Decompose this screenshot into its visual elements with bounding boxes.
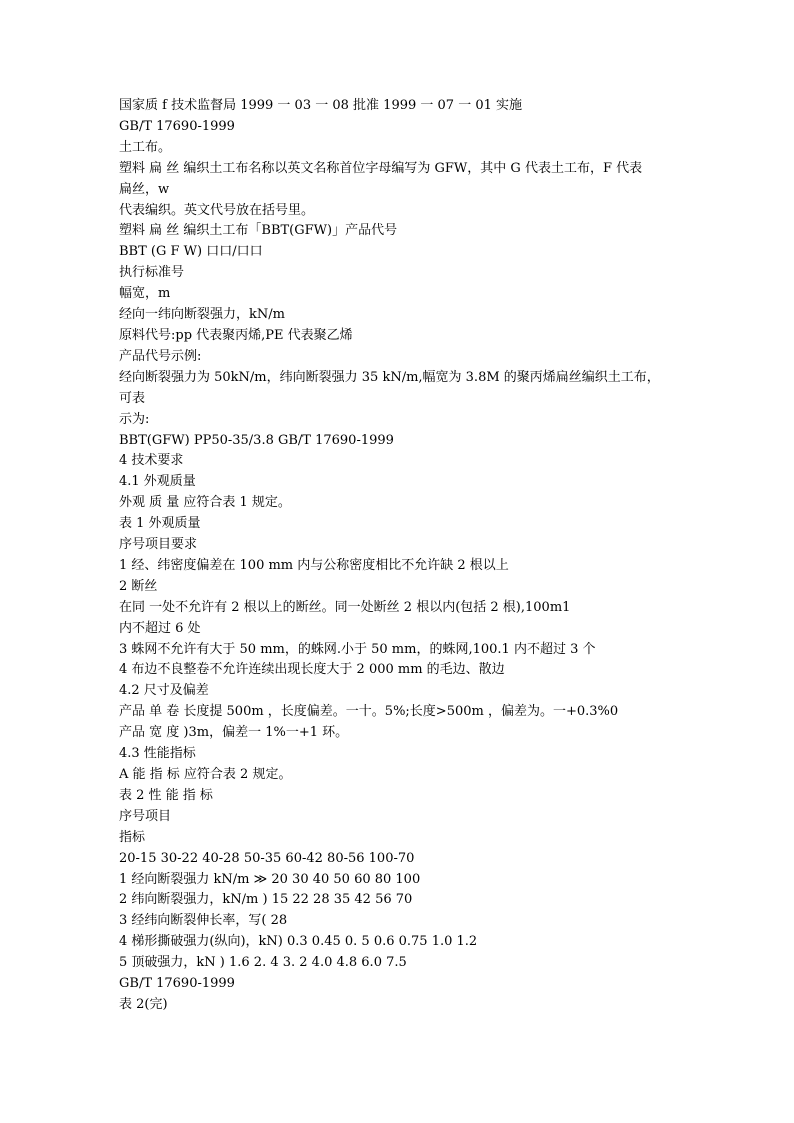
table-row: 4 梯形撕破强力(纵向)，kN) 0.3 0.45 0. 5 0.6 0.75 1.0 1.2 xyxy=(119,934,478,950)
text-line: 可表 xyxy=(119,390,146,406)
subsection-heading: 4.3 性能指标 xyxy=(119,746,196,762)
table-row: 2 断丝 xyxy=(119,578,158,594)
text-line: 代表编织。英文代号放在括号里。 xyxy=(119,202,315,218)
text-line: 幅宽，m xyxy=(119,286,171,302)
text-line: 经向断裂强力为 50kN/m，纬向断裂强力 35 kN/m,幅宽为 3.8M 的聚丙烯扁丝编织土工布， xyxy=(119,369,660,385)
text-line: 原料代号:pp 代表聚丙烯,PE 代表聚乙烯 xyxy=(119,327,353,343)
table-row: 2 纬向断裂强力，kN/m ) 15 22 28 35 42 56 70 xyxy=(119,892,413,908)
text-line: 示为: xyxy=(119,411,150,427)
standard-number: GB/T 17690-1999 xyxy=(119,118,235,134)
table-header: 序号项目 xyxy=(119,808,172,824)
document-body xyxy=(119,96,685,1016)
text-line: 塑料 扁 丝 编织土工布名称以英文名称首位字母编写为 GFW，其中 G 代表土工布，F 代表 xyxy=(119,160,643,176)
text-line: 土工布。 xyxy=(119,139,172,155)
table-row: 4 布边不良整卷不允许连续出现长度大于 2 000 mm 的毛边、散边 xyxy=(119,662,505,678)
subsection-heading: 4.1 外观质量 xyxy=(119,474,196,490)
table-row: 5 顶破强力，kN ) 1.6 2. 4 3. 2 4.0 4.8 6.0 7.5 xyxy=(119,955,407,971)
approval-line: 国家质 f 技术监督局 1999 一 03 一 08 批准 1999 一 07 一 01 实施 xyxy=(119,98,523,113)
table-row: 在同 一处不允许有 2 根以上的断丝。同一处断丝 2 根以内(包括 2 根),100m1 xyxy=(119,599,571,615)
product-code-format: BBT (G F W) 口口/口口 xyxy=(119,244,263,260)
table-caption: 表 2(完) xyxy=(119,996,168,1012)
table-caption: 表 2 性 能 指 标 xyxy=(119,787,213,803)
text-line: 产品 单 卷 长度提 500m ，长度偏差。一十。5%;长度>500m ，偏差为。一+0.3%0 xyxy=(119,704,619,720)
standard-number: GB/T 17690-1999 xyxy=(119,976,235,992)
text-line: A 能 指 标 应符合表 2 规定。 xyxy=(119,767,292,782)
subsection-heading: 4.2 尺寸及偏差 xyxy=(119,683,209,699)
text-line: 产品 宽 度 )3m，偏差一 1%一+1 环。 xyxy=(119,725,349,741)
table-caption: 表 1 外观质量 xyxy=(119,516,201,532)
table-row: 内不超过 6 处 xyxy=(119,620,201,636)
product-code-example: BBT(GFW) PP50-35/3.8 GB/T 17690-1999 xyxy=(119,432,394,448)
table-row: 3 蛛网不允许有大于 50 mm，的蛛网.小于 50 mm，的蛛网,100.1 内不超过 3 个 xyxy=(119,641,596,657)
section-heading: 4 技术要求 xyxy=(119,453,184,469)
table-header: 指标 xyxy=(119,829,146,845)
text-line: 产品代号示例: xyxy=(119,348,202,364)
text-line: 扁丝，w xyxy=(119,181,170,197)
text-line: 经向一纬向断裂强力，kN/m xyxy=(119,307,285,323)
table-header: 20-15 30-22 40-28 50-35 60-42 80-56 100-70 xyxy=(119,850,415,866)
text-line: 外观 质 量 应符合表 1 规定。 xyxy=(119,495,291,511)
text-line: 塑料 扁 丝 编织土工布「BBT(GFW)」产品代号 xyxy=(119,223,398,239)
table-row: 1 经、纬密度偏差在 100 mm 内与公称密度相比不允许缺 2 根以上 xyxy=(119,557,509,573)
text-line: 执行标准号 xyxy=(119,265,185,281)
table-header: 序号项目要求 xyxy=(119,537,198,553)
table-row: 3 经纬向断裂伸长率，写( 28 xyxy=(119,913,288,929)
table-row: 1 经向断裂强力 kN/m ≫ 20 30 40 50 60 80 100 xyxy=(119,871,421,887)
